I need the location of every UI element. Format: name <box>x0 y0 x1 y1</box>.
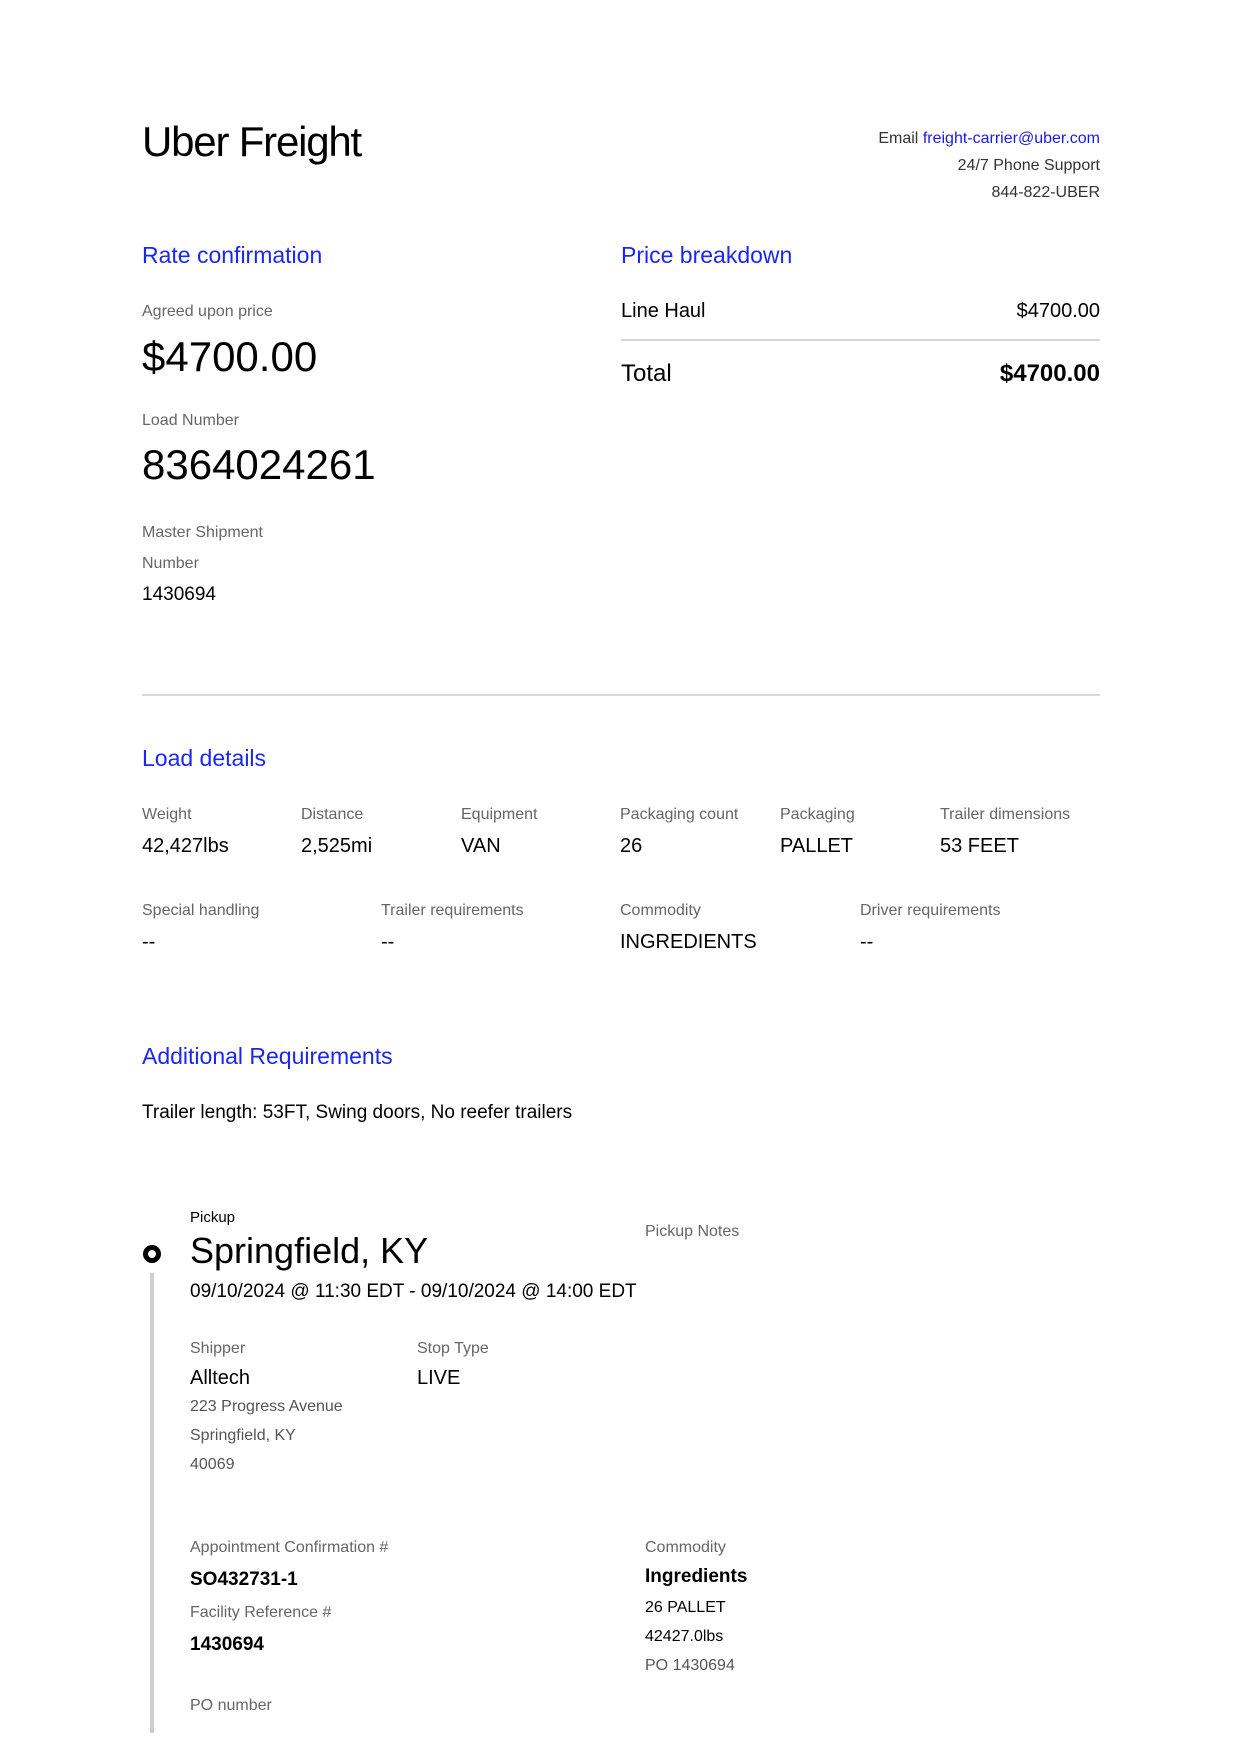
weight-label: Weight <box>142 806 192 823</box>
stop-type-value: LIVE <box>417 1367 461 1389</box>
section-divider <box>142 694 1100 696</box>
distance-label: Distance <box>301 806 364 823</box>
stop-type-label: Stop Type <box>417 1340 489 1357</box>
load-details-title: Load details <box>142 745 267 771</box>
agreed-price-label: Agreed upon price <box>142 303 273 320</box>
phone-label: 24/7 Phone Support <box>957 157 1100 174</box>
phone-number: 844-822-UBER <box>991 184 1100 201</box>
master-shipment-label-2: Number <box>142 555 199 572</box>
pickup-city: Springfield, KY <box>190 1230 429 1271</box>
pickup-commodity-quantity: 26 PALLET <box>645 1599 726 1616</box>
weight-value: 42,427lbs <box>142 835 229 857</box>
rate-confirmation-title: Rate confirmation <box>142 242 323 268</box>
price-breakdown-title: Price breakdown <box>621 242 793 268</box>
pickup-tag: Pickup <box>190 1209 236 1226</box>
additional-requirements-text: Trailer length: 53FT, Swing doors, No reefer trailers <box>142 1102 573 1123</box>
additional-requirements-title: Additional Requirements <box>142 1043 393 1069</box>
appointment-confirmation-label: Appointment Confirmation # <box>190 1539 389 1556</box>
pickup-notes-label: Pickup Notes <box>645 1223 740 1240</box>
agreed-price-value: $4700.00 <box>142 333 318 380</box>
email-label: Email <box>878 130 919 147</box>
pickup-commodity-po: PO 1430694 <box>645 1657 735 1674</box>
uber-freight-logo: Uber Freight <box>142 118 362 165</box>
driver-requirements-label: Driver requirements <box>860 902 1001 919</box>
packaging-label: Packaging <box>780 806 855 823</box>
shipper-address-line-2: Springfield, KY <box>190 1427 296 1444</box>
distance-value: 2,525mi <box>301 835 373 857</box>
load-number-label: Load Number <box>142 412 239 429</box>
shipper-name: Alltech <box>190 1367 251 1389</box>
commodity-value: INGREDIENTS <box>620 931 757 953</box>
shipper-address-line-1: 223 Progress Avenue <box>190 1398 343 1415</box>
packaging-count-label: Packaging count <box>620 806 739 823</box>
pickup-marker-icon <box>143 1245 161 1263</box>
line-haul-value: $4700.00 <box>1016 300 1100 322</box>
line-haul-label: Line Haul <box>621 300 706 322</box>
equipment-label: Equipment <box>461 806 538 823</box>
trailer-requirements-value: -- <box>381 931 395 953</box>
pickup-commodity-label: Commodity <box>645 1539 726 1556</box>
master-shipment-label: Master Shipment <box>142 524 263 541</box>
facility-reference-label: Facility Reference # <box>190 1604 332 1621</box>
appointment-confirmation-value: SO432731-1 <box>190 1569 298 1590</box>
master-shipment-value: 1430694 <box>142 584 216 605</box>
special-handling-label: Special handling <box>142 902 260 919</box>
trailer-requirements-label: Trailer requirements <box>381 902 524 919</box>
trailer-dimensions-label: Trailer dimensions <box>940 806 1071 823</box>
pickup-window: 09/10/2024 @ 11:30 EDT - 09/10/2024 @ 14:00 EDT <box>190 1281 637 1302</box>
special-handling-value: -- <box>142 931 156 953</box>
driver-requirements-value: -- <box>860 931 874 953</box>
packaging-value: PALLET <box>780 835 853 857</box>
total-label: Total <box>621 360 672 387</box>
trailer-dimensions-value: 53 FEET <box>940 835 1019 857</box>
price-divider <box>621 339 1100 341</box>
contact-email <box>878 130 1100 148</box>
equipment-value: VAN <box>461 835 501 857</box>
facility-reference-value: 1430694 <box>190 1634 264 1655</box>
timeline-line <box>150 1273 154 1733</box>
email-link[interactable]: freight-carrier@uber.com <box>922 130 1100 147</box>
po-number-label: PO number <box>190 1697 272 1714</box>
load-number-value: 8364024261 <box>142 441 376 488</box>
total-value: $4700.00 <box>999 360 1100 387</box>
shipper-label: Shipper <box>190 1340 246 1357</box>
pickup-commodity-weight: 42427.0lbs <box>645 1628 724 1645</box>
pickup-commodity-name: Ingredients <box>645 1566 748 1587</box>
packaging-count-value: 26 <box>620 835 643 857</box>
shipper-address-line-3: 40069 <box>190 1456 235 1473</box>
commodity-label: Commodity <box>620 902 701 919</box>
